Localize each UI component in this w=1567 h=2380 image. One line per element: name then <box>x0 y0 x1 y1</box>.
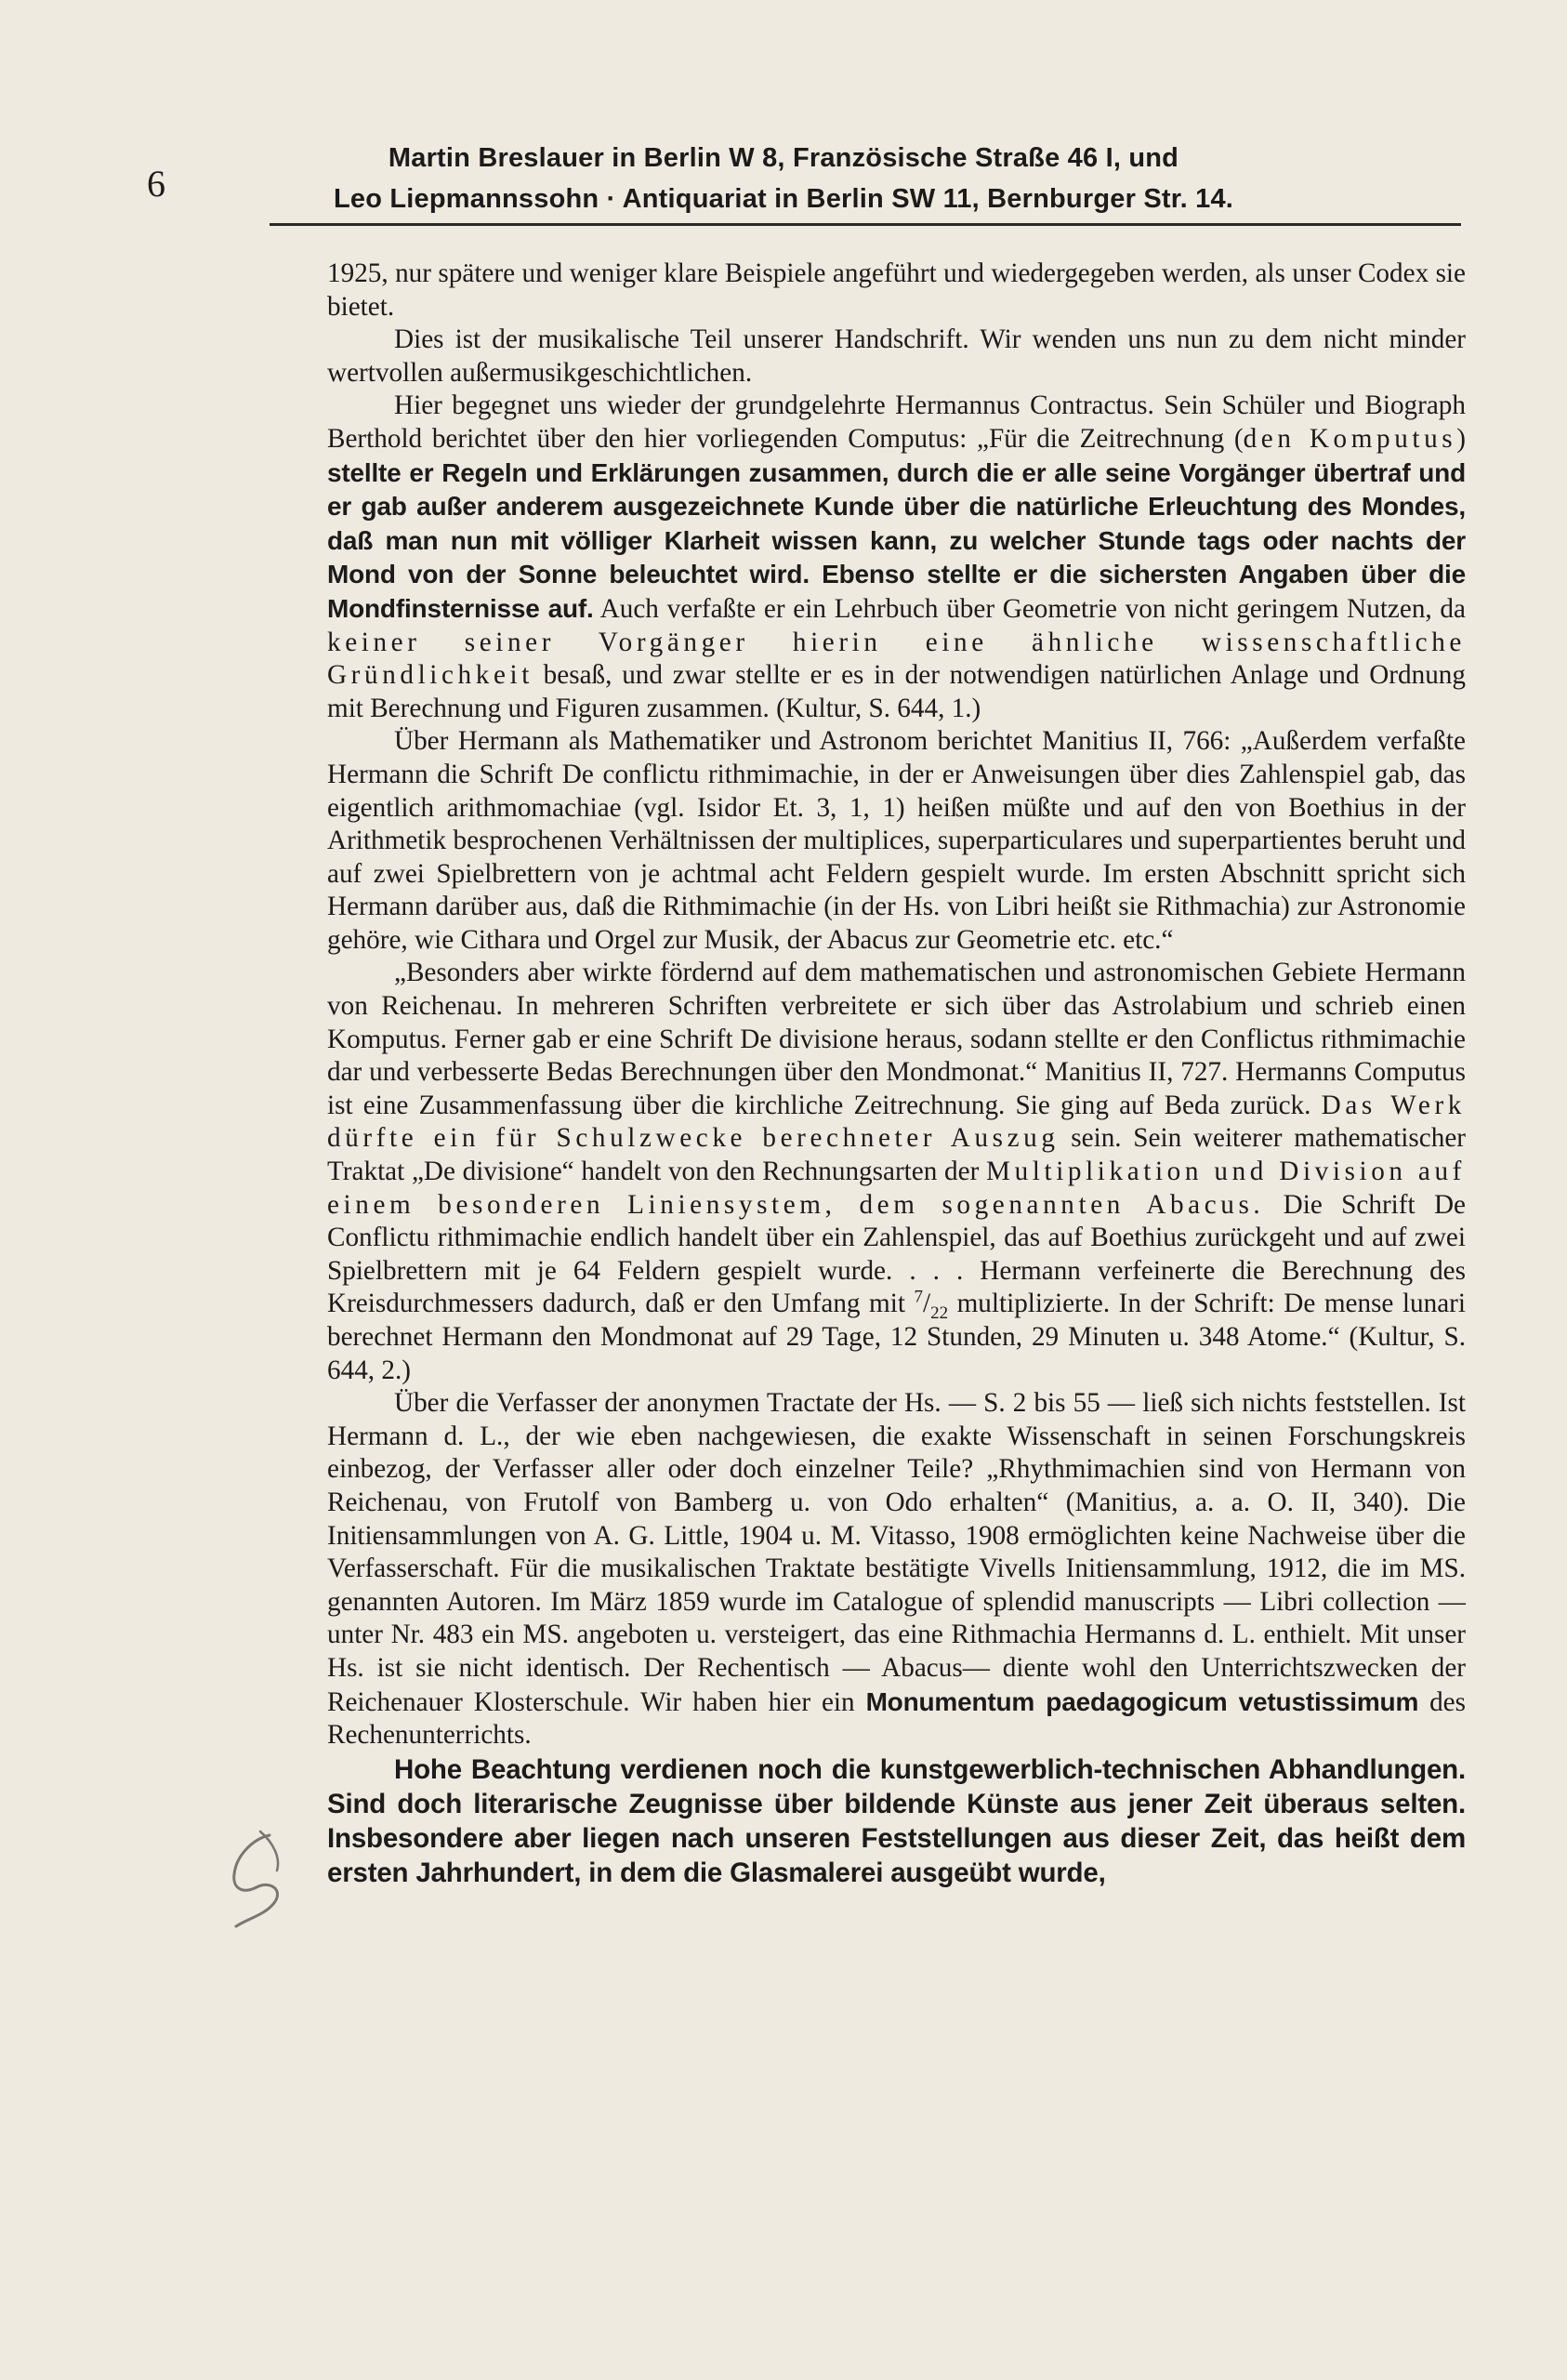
spaced-text: Multiplikation und Division auf einem besonderen Liniensystem, dem sogenannten Abacus. <box>327 1157 1466 1220</box>
pencil-mark-icon <box>216 1830 299 1932</box>
bold-passage: stellte er Regeln und Erklärungen zusammen, durch die er alle seine Vorgänger übertraf und er gab außer anderem ausgezeichnete Kunde über die natürliche Erleuchtung des Mondes, daß man nun mit völliger Klarheit wissen kann, zu welcher Stunde tags oder nachts der Mond von der Sonne beleuchtet wird. Ebenso stellte er die sichersten Angaben über die Mondfinsternisse auf. <box>327 457 1466 623</box>
paragraph-4: Über Hermann als Mathematiker und Astronom berichtet Manitius II, 766: „Außerdem verfaßte Hermann die Schrift De conflictu rithmimachie, in der er Anweisungen über dies Zahlenspiel gab, das eigentlich arithmomachiae (vgl. Isidor Et. 3, 1, 1) heißen müßte und auf den von Boethius in der Arithmetik besprochenen Verhältnissen der multiplices, superparticulares und superpartientes beruht und auf zwei Spielbrettern von je achtmal acht Feldern gespielt wurde. Im ersten Abschnitt spricht sich Hermann darüber aus, daß die Rithmimachie (in der Hs. von Libri heißt sie Rithmachia) zur Astronomie gehöre, wie Cithara und Orgel zur Musik, der Abacus zur Geometrie etc. etc.“ <box>327 726 1466 955</box>
text-run: Die Schrift De Conflictu rithmimachie endlich handelt über ein Zahlenspiel, das auf Boethius zurückgeht und auf zwei Spielbrettern mit je 64 Feldern gespielt wurde. . . . Hermann verfeinerte die Berechnung des Kreisdurchmessers dadurch, daß er den Umfang mit <box>327 1189 1466 1319</box>
running-head-line-1: Martin Breslauer in Berlin W 8, Französische Straße 46 I, und <box>388 143 1179 173</box>
paragraph-3 <box>327 390 1466 725</box>
text-run: besaß, und zwar stellte er es in der notwendigen natürlichen Anlage und Ordnung mit Berechnung und Figuren zusammen. (Kultur, S. 644, 1.) <box>327 660 1466 723</box>
running-head <box>0 138 1567 219</box>
fraction-numerator: 7 <box>914 1287 923 1307</box>
text-run: „Besonders aber wirkte fördernd auf dem mathematischen und astronomischen Gebiete Hermann von Reichenau. In mehreren Schriften verbreitete er sich über das Astrolabium und schrieb einen Komputus. Ferner gab er eine Schrift De divisione heraus, sodann stellte er den Conflictus rithmimachie dar und verbesserte Bedas Berechnungen über den Mondmonat.“ Manitius II, 727. Hermanns Computus ist eine Zusammenfassung über die kirchliche Zeitrechnung. Sie ging auf Beda zurück. <box>327 958 1466 1120</box>
text-run: Hier begegnet uns wieder der grundgelehrte Hermannus Contractus. Sein Schüler und Biograph Berthold berichtet über den hier vorliegenden Computus: „Für die Zeitrechnung ( <box>327 390 1466 454</box>
text-run: multiplizierte. In der Schrift: De mense lunari berechnet Hermann den Mondmonat auf 29 Tage, 12 Stunden, 29 Minuten u. 348 Atome.“ (Kultur, S. 644, 2.) <box>327 1289 1466 1385</box>
body-text <box>327 258 1466 1890</box>
header-rule <box>270 223 1461 226</box>
paragraph-6 <box>327 1387 1466 1752</box>
running-head-line-2: Leo Liepmannssohn · Antiquariat in Berlin SW 11, Bernburger Str. 14. <box>333 184 1234 214</box>
paragraph-2: Dies ist der musikalische Teil unserer Handschrift. Wir wenden uns nun zu dem nicht minder wertvollen außermusikgeschichtlichen. <box>327 324 1466 388</box>
spaced-text: den Komputus <box>1243 423 1457 454</box>
text-run: ) <box>1456 423 1466 454</box>
page-number: 6 <box>147 163 165 205</box>
text-run: Über die Verfasser der anonymen Tractate der Hs. — S. 2 bis 55 — ließ sich nichts feststellen. Ist Hermann d. L., der wie eben nachgewiesen, die exakte Wissenschaft in seinen Forschungskreis einbezog, der Verfasser aller oder doch einzelner Teile? „Rhythmimachien sind von Hermann von Reichenau, von Frutolf von Bamberg u. von Odo erhalten“ (Manitius, a. a. O. II, 340). Die Initiensammlungen von A. G. Little, 1904 u. M. Vitasso, 1908 ermöglichten keine Nachweise über die Verfasserschaft. Für die musikalischen Traktate bestätigte Vivells Initiensammlung, 1912, die im MS. genannten Autoren. Im März 1859 wurde im Catalogue of splendid manuscripts — Libri collection — unter Nr. 483 ein MS. angeboten u. versteigert, das eine Rithmachia Hermanns d. L. enthielt. Mit unser Hs. ist sie nicht identisch. Der Rechentisch — Abacus— diente wohl den Unterrichtszwecken der Reichenauer Klosterschule. Wir haben hier ein <box>327 1388 1466 1717</box>
spaced-text: keiner seiner Vorgänger hierin eine ähnliche wissenschaftliche Gründlichkeit <box>327 627 1466 691</box>
text-run: Auch verfaßte er ein Lehrbuch über Geometrie von nicht geringem Nutzen, da <box>593 593 1466 624</box>
paragraph-1: 1925, nur spätere und weniger klare Beispiele angeführt und wiedergegeben werden, als unser Codex sie bietet. <box>327 258 1466 322</box>
paragraph-5: „Besonders aber wirkte fördernd auf dem mathematischen und astronomischen Gebiete Hermann von Reichenau. In mehreren Schriften verbreitete er sich über das Astrolabium und schrieb einen Komputus. Ferner gab er eine Schrift De divisione heraus, sodann stellte er den Conflictus rithmimachie dar und verbesserte Bedas Berechnungen über den Mondmonat.“ Manitius II, 727. Hermanns Computus ist eine Zusammenfassung über die kirchliche Zeitrechnung. Sie ging auf Beda zurück. Das Werk dürfte ein für Schulzwecke berechneter Auszug sein. Sein weiterer mathematischer Traktat „De divisione“ handelt von den Rechnungsarten der Multiplikation und Division auf einem besonderen Liniensystem, dem sogenannten Abacus. Die Schrift De Conflictu rithmimachie endlich handelt über ein Zahlenspiel, das auf Boethius zurückgeht und auf zwei Spielbrettern mit je 64 Feldern gespielt wurde. . . . Hermann verfeinerte die Berechnung des Kreisdurchmessers dadurch, daß er den Umfang mit $^7/_{22}$ multiplizierte. In der Schrift: De mense lunari berechnet Hermann den Mondmonat auf 29 Tage, 12 Stunden, 29 Minuten u. 348 Atome.“ (Kultur, S. 644, 2.) <box>327 958 1466 1385</box>
fraction-denominator: 22 <box>930 1303 949 1324</box>
paragraph-7: Hohe Beachtung verdienen noch die kunstgewerblich-technischen Abhandlungen. Sind doch literarische Zeugnisse über bildende Künste aus jener Zeit überaus selten. Insbesondere aber liegen nach unseren Feststellungen aus dieser Zeit, das heißt dem ersten Jahrhundert, in dem die Glasmalerei ausgeübt wurde, <box>327 1753 1466 1888</box>
text-run: sein. Sein weiterer mathematischer Traktat „De divisione“ handelt von den Rechnungsarten der <box>327 1123 1466 1187</box>
bold-passage: Monumentum paedagogicum vetustissimum <box>865 1686 1419 1716</box>
spaced-text: Das Werk dürfte ein für Schulzwecke berechneter Auszug <box>327 1090 1466 1154</box>
text-run: des Rechenunterrichts. <box>327 1686 1466 1751</box>
